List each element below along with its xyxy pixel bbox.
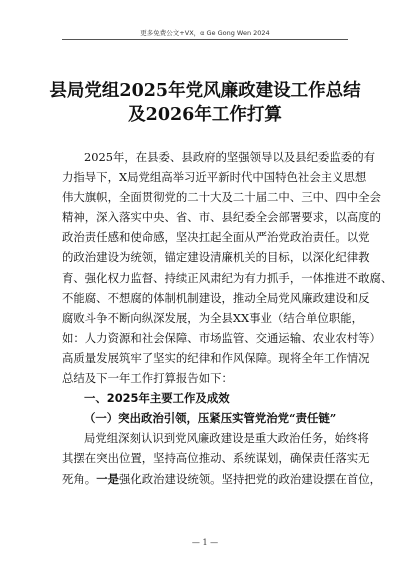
paragraph-line: 2025年，在县委、县政府的坚强领导以及县纪委监委的有	[84, 150, 375, 164]
paragraph-line: 高质量发展筑牢了坚实的纪律和作风保障。现将全年工作情况	[62, 350, 370, 365]
paragraph-line: 腐败斗争不断向纵深发展，为全县XX事业（结合单位职能，	[62, 310, 363, 325]
emphasis-text: 一是	[96, 471, 119, 486]
paragraph-text: 死角。	[62, 471, 97, 486]
paragraph-line: 育、强化权力监督、持续正风肃纪为有力抓手，一体推进不敢腐、	[62, 270, 393, 285]
title-line-1: 县局党组2025年党风廉政建设工作总结	[49, 81, 361, 101]
title-line-2: 及2026年工作打算	[128, 105, 282, 125]
paragraph-line	[62, 469, 381, 489]
paragraph-line: 其摆在突出位置，坚持高位推动、系统谋划，确保责任落实无	[62, 451, 370, 466]
page-number: — 1 —	[191, 538, 219, 547]
paragraph-line: 力指导下，X局党组高举习近平新时代中国特色社会主义思想	[62, 170, 367, 185]
document-body	[62, 147, 393, 489]
header-note: 更多免费公文+VX，α Ge Gong Wen 2024	[140, 29, 270, 37]
paragraph-line: 伟大旗帜，全面贯彻党的二十大及二十届二中、三中、四中全会	[62, 190, 381, 205]
paragraph-line: 局党组深刻认识到党风廉政建设是重大政治任务，始终将	[84, 431, 369, 446]
document-title	[40, 79, 370, 127]
paragraph-line: 不能腐、不想腐的体制机制建设，推动全局党风廉政建设和反	[62, 290, 370, 305]
subsection-heading: （一）突出政治引领，压紧压实管党治党“责任链”	[84, 411, 337, 426]
paragraph-line: 总结及下一年工作打算报告如下：	[62, 371, 233, 386]
paragraph-line: 如：人力资源和社会保障、市场监管、交通运输、农业农村等）	[62, 330, 381, 345]
paragraph-text: 强化政治建设统领。坚持把党的政治建设摆在首位，	[118, 471, 381, 486]
paragraph-line: 政治责任感和使命感，坚决扛起全面从严治党政治责任。以党	[62, 230, 370, 245]
section-heading: 一、2025年主要工作及成效	[84, 391, 230, 406]
paragraph-line: 的政治建设为统领，锚定建设清廉机关的目标，以深化纪律教	[62, 250, 370, 265]
header-divider	[62, 39, 348, 40]
paragraph-line: 精神，深入落实中央、省、市、县纪委全会部署要求，以高度的	[62, 210, 381, 225]
